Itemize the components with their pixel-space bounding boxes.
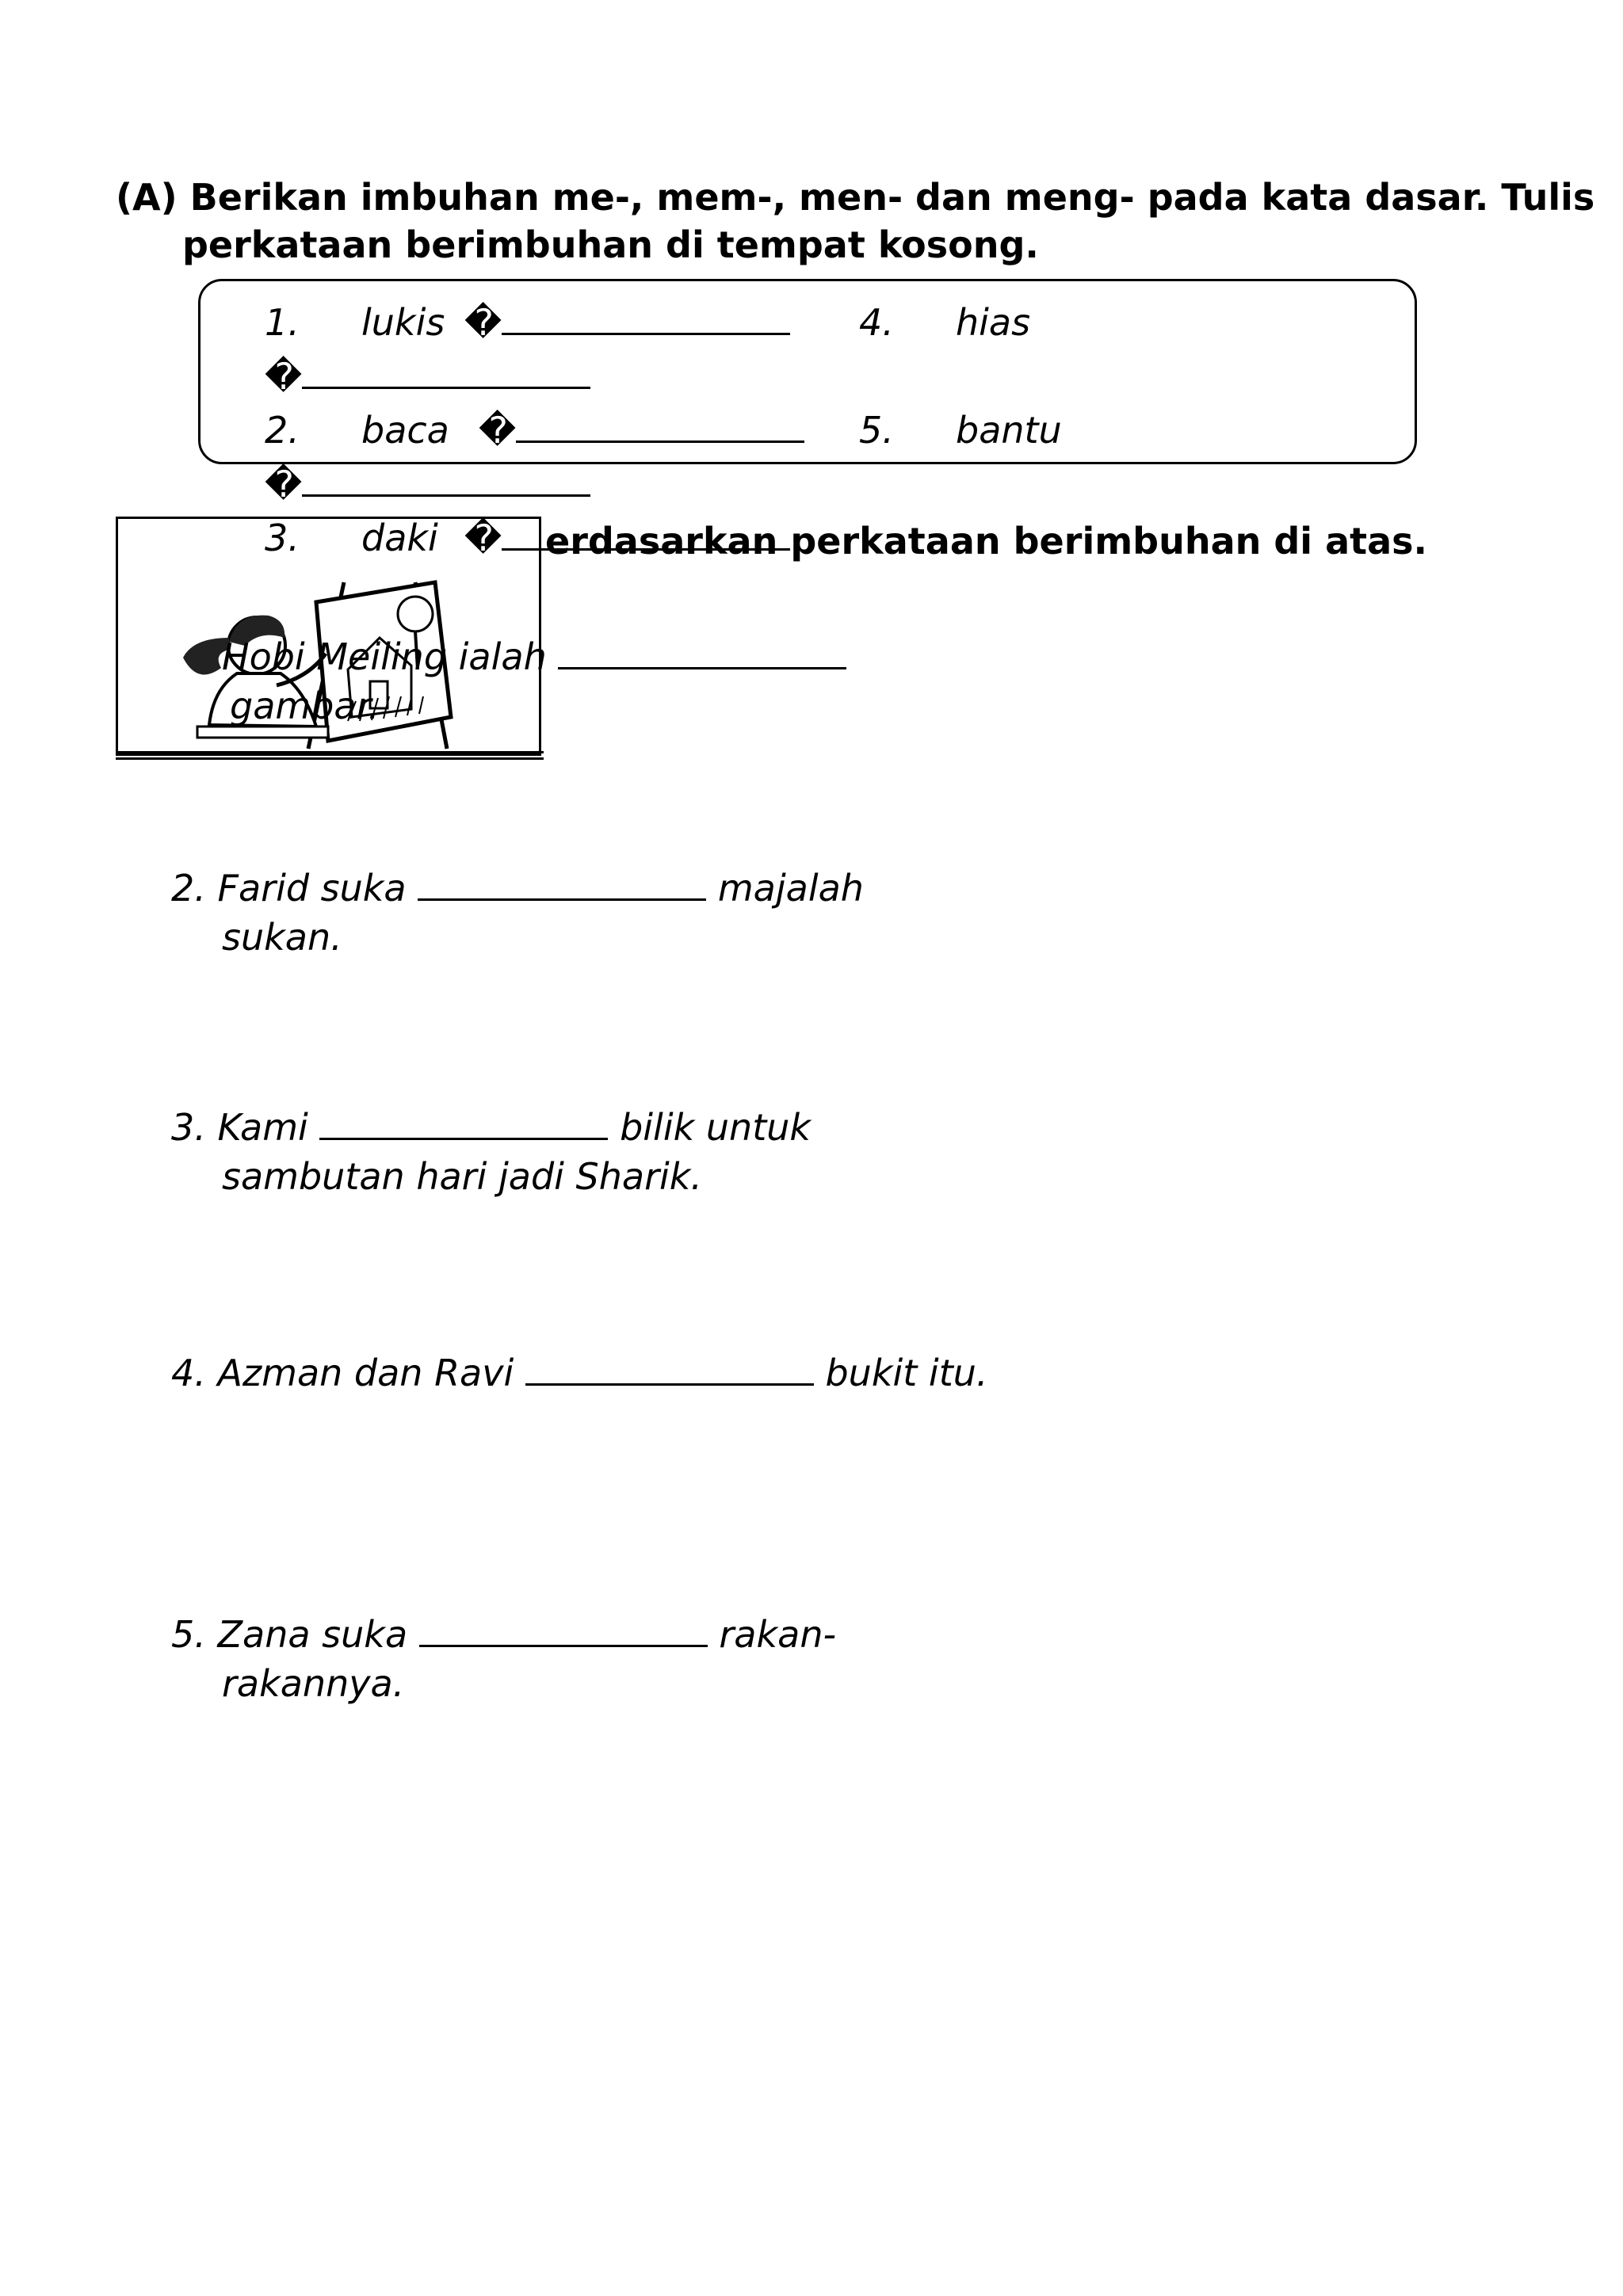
answer-blank[interactable] — [302, 466, 590, 497]
question-5 — [171, 1613, 836, 1656]
question-2 — [171, 867, 864, 910]
answer-blank[interactable] — [502, 304, 790, 335]
answer-blank[interactable] — [418, 870, 706, 901]
word-item-4-answer — [265, 355, 590, 398]
word-item-1-answer — [464, 301, 790, 344]
word-item-2-word: baca — [361, 409, 449, 452]
question-5-line2: rakannya. — [222, 1662, 405, 1705]
question-text: Farid suka — [217, 867, 407, 910]
answer-blank[interactable] — [302, 358, 590, 389]
arrow-icon: � — [265, 355, 303, 398]
section-a-instruction-line2: perkataan berimbuhan di tempat kosong. — [182, 223, 1039, 266]
answer-blank[interactable] — [516, 412, 804, 443]
word-item-2-answer — [479, 409, 804, 452]
question-3 — [171, 1106, 811, 1149]
question-3-line2: sambutan hari jadi Sharik. — [222, 1155, 703, 1198]
question-number: 2. — [171, 867, 206, 910]
word-item-1-word: lukis — [361, 301, 445, 344]
word-item-1-num: 1. — [265, 301, 300, 344]
question-2-line2: sukan. — [222, 916, 342, 959]
question-text: majalah — [717, 867, 864, 910]
question-number: 5. — [171, 1613, 206, 1656]
word-item-3-word: daki — [361, 517, 438, 559]
question-number: 3. — [171, 1106, 206, 1149]
picture-underline — [116, 751, 544, 753]
question-1 — [222, 635, 846, 678]
word-item-5-num: 5. — [859, 409, 894, 452]
word-item-3-num: 3. — [265, 517, 300, 559]
answer-blank[interactable] — [525, 1355, 814, 1386]
word-item-4-word: hias — [956, 301, 1031, 344]
question-text: rakan- — [719, 1613, 837, 1656]
word-item-2-num: 2. — [265, 409, 300, 452]
arrow-icon: � — [265, 463, 303, 505]
section-b-instruction: erdasarkan perkataan berimbuhan di atas. — [545, 520, 1428, 563]
question-number: 4. — [171, 1352, 206, 1394]
word-item-5-word: bantu — [956, 409, 1062, 452]
question-text: Zana suka — [217, 1613, 408, 1656]
section-a-heading — [116, 176, 1594, 219]
question-text: bukit itu. — [825, 1352, 988, 1394]
answer-blank[interactable] — [419, 1616, 708, 1647]
question-text: Kami — [217, 1106, 308, 1149]
picture-underline — [116, 757, 544, 760]
arrow-icon: � — [464, 301, 502, 344]
answer-blank[interactable] — [558, 639, 846, 669]
word-item-4-num: 4. — [859, 301, 894, 344]
section-a-instruction-line1: Berikan imbuhan me-, mem-, men- dan meng- pada kata dasar. Tulis — [189, 176, 1595, 219]
answer-blank[interactable] — [319, 1109, 608, 1140]
question-text: bilik untuk — [620, 1106, 812, 1149]
question-1-line2: gambar. — [230, 685, 380, 727]
word-item-5-answer — [265, 463, 590, 505]
section-a-label: (A) — [116, 176, 178, 219]
question-text: Hobi Meiling ialah — [222, 635, 547, 678]
question-text: Azman dan Ravi — [217, 1352, 514, 1394]
arrow-icon: � — [464, 517, 502, 559]
arrow-icon: � — [479, 409, 517, 452]
question-4 — [171, 1352, 988, 1394]
